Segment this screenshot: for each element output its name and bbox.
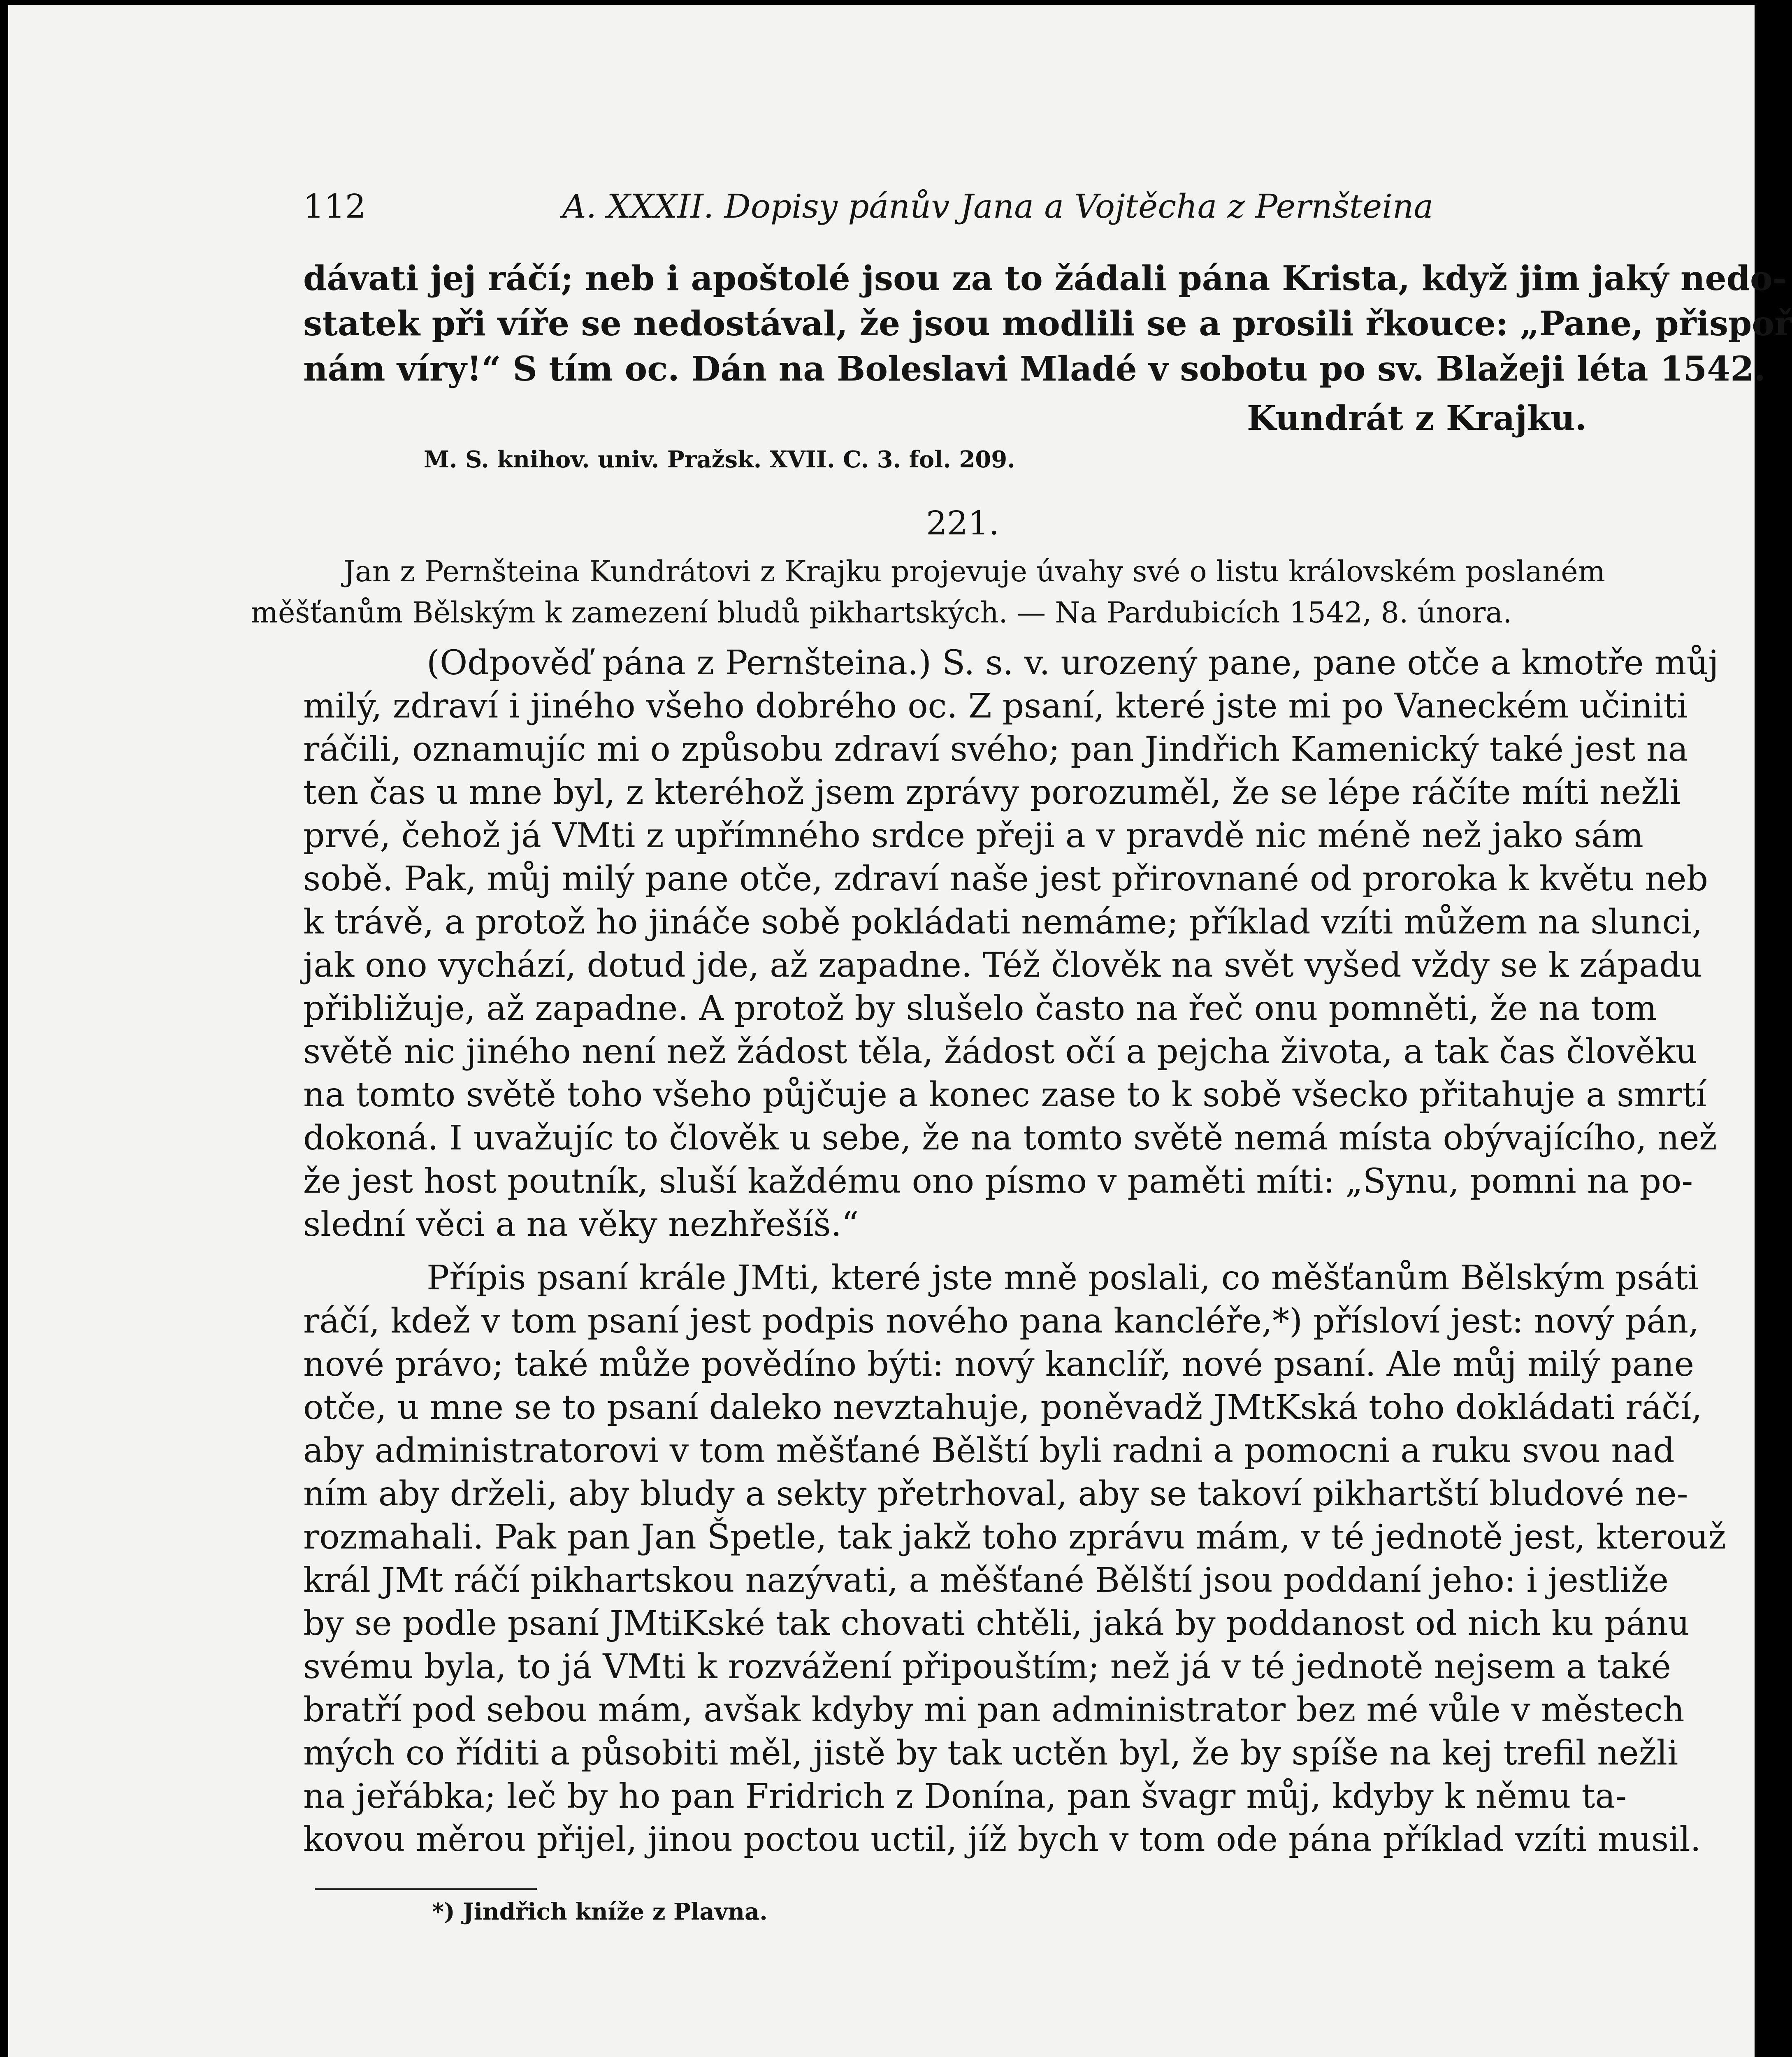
prev-letter-line: dávati jej ráčí; neb i apoštolé jsou za to žádali pána Krista, když jim jaký nedo- bbox=[303, 259, 1787, 298]
letter-line: král JMt ráčí pikhartskou nazývati, a měšťané Bělští jsou poddaní jeho: i jestliže bbox=[303, 1561, 1669, 1600]
running-title: A. XXXII. Dopisy pánův Jana a Vojtěcha z Pernšteina bbox=[562, 187, 1434, 225]
footnote-divider bbox=[315, 1888, 537, 1890]
letter-line: ráčili, oznamujíc mi o způsobu zdraví svého; pan Jindřich Kamenický také jest na bbox=[303, 730, 1688, 769]
letter-line: dokoná. I uvažujíc to člověk u sebe, že na tomto světě nemá místa obývajícího, než bbox=[303, 1119, 1717, 1158]
letter-line: by se podle psaní JMtiKské tak chovati chtěli, jaká by poddanost od nich ku pánu bbox=[303, 1604, 1690, 1643]
letter-line: otče, u mne se to psaní daleko nevztahuje, poněvadž JMtKská toho dokládati ráčí, bbox=[303, 1388, 1702, 1427]
letter-line: svému byla, to já VMti k rozvážení připouštím; než já v té jednotě nejsem a také bbox=[303, 1647, 1671, 1686]
letter-line: na tomto světě toho všeho půjčuje a konec zase to k sobě všecko přitahuje a smrtí bbox=[303, 1075, 1707, 1114]
letter-line: světě nic jiného není než žádost těla, žádost očí a pejcha života, a tak čas člověku bbox=[303, 1032, 1697, 1071]
letter-line: ním aby drželi, aby bludy a sekty přetrhoval, aby se takoví pikhartští bludové ne- bbox=[303, 1474, 1688, 1514]
running-header bbox=[303, 184, 1587, 233]
letter-line: jak ono vychází, dotud jde, až zapadne. Též člověk na svět vyšed vždy se k západu bbox=[303, 946, 1703, 985]
letter-line: sobě. Pak, můj milý pane otče, zdraví naše jest přirovnané od proroka k květu neb bbox=[303, 859, 1708, 898]
prev-letter-line: statek při víře se nedostával, že jsou modlili se a prosili řkouce: „Pane, přispoř bbox=[303, 304, 1792, 344]
letter-summary-line: měšťanům Bělským k zamezení bludů pikhartských. — Na Pardubicích 1542, 8. února. bbox=[251, 596, 1512, 629]
letter-line: že jest host poutník, sluší každému ono písmo v paměti míti: „Synu, pomni na po- bbox=[303, 1162, 1693, 1201]
letter-line: přibližuje, až zapadne. A protož by slušelo často na řeč onu pomněti, že na tom bbox=[303, 989, 1657, 1028]
letter-line: Přípis psaní krále JMti, které jste mně poslali, co měšťanům Bělským psáti bbox=[427, 1258, 1699, 1298]
letter-line: nové právo; také může povědíno býti: nový kanclíř, nové psaní. Ale můj milý pane bbox=[303, 1345, 1695, 1384]
letter-line: k trávě, a protož ho jináče sobě pokládati nemáme; příklad vzíti můžem na slunci, bbox=[303, 903, 1703, 942]
letter-line: bratří pod sebou mám, avšak kdyby mi pan administrator bez mé vůle v městech bbox=[303, 1690, 1685, 1730]
letter-summary-line: Jan z Pernšteina Kundrátovi z Krajku projevuje úvahy své o listu královském poslaném bbox=[344, 555, 1606, 588]
letter-line: ten čas u mne byl, z kteréhož jsem zprávy porozuměl, že se lépe ráčíte míti nežli bbox=[303, 773, 1681, 812]
letter-line: na jeřábka; leč by ho pan Fridrich z Donína, pan švagr můj, kdyby k němu ta- bbox=[303, 1777, 1627, 1816]
book-page bbox=[8, 5, 1792, 2057]
letter-line: kovou měrou přijel, jinou poctou uctil, jíž bych v tom ode pána příklad vzíti musil. bbox=[303, 1820, 1701, 1859]
page-number: 112 bbox=[303, 187, 366, 225]
letter-line: mých co říditi a působiti měl, jistě by tak uctěn byl, že by spíše na kej trefil nežli bbox=[303, 1734, 1678, 1773]
letter-line: prvé, čehož já VMti z upřímného srdce přeji a v pravdě nic méně než jako sám bbox=[303, 816, 1643, 855]
prev-letter-line: nám víry!“ S tím oc. Dán na Boleslavi Mladé v sobotu po sv. Blažeji léta 1542. bbox=[303, 349, 1766, 389]
letter-number: 221. bbox=[926, 504, 1000, 542]
letter-line: (Odpověď pána z Pernšteina.) S. s. v. urozený pane, pane otče a kmotře můj bbox=[427, 643, 1719, 683]
letter-line: slední věci a na věky nezhřešíš.“ bbox=[303, 1205, 859, 1244]
footnote: *) Jindřich kníže z Plavna. bbox=[432, 1898, 768, 1925]
letter-line: milý, zdraví i jiného všeho dobrého oc. Z psaní, které jste mi po Vaneckém učiniti bbox=[303, 687, 1688, 726]
signature: Kundrát z Krajku. bbox=[1247, 399, 1587, 438]
letter-line: rozmahali. Pak pan Jan Špetle, tak jakž toho zprávu mám, v té jednotě jest, kterouž bbox=[303, 1518, 1726, 1557]
letter-line: aby administratorovi v tom měšťané Bělští byli radni a pomocni a ruku svou nad bbox=[303, 1431, 1675, 1470]
letter-line: ráčí, kdež v tom psaní jest podpis nového pana kancléře,*) přísloví jest: nový pán, bbox=[303, 1302, 1699, 1341]
source-reference: M. S. knihov. univ. Pražsk. XVII. C. 3. fol. 209. bbox=[424, 446, 1015, 473]
